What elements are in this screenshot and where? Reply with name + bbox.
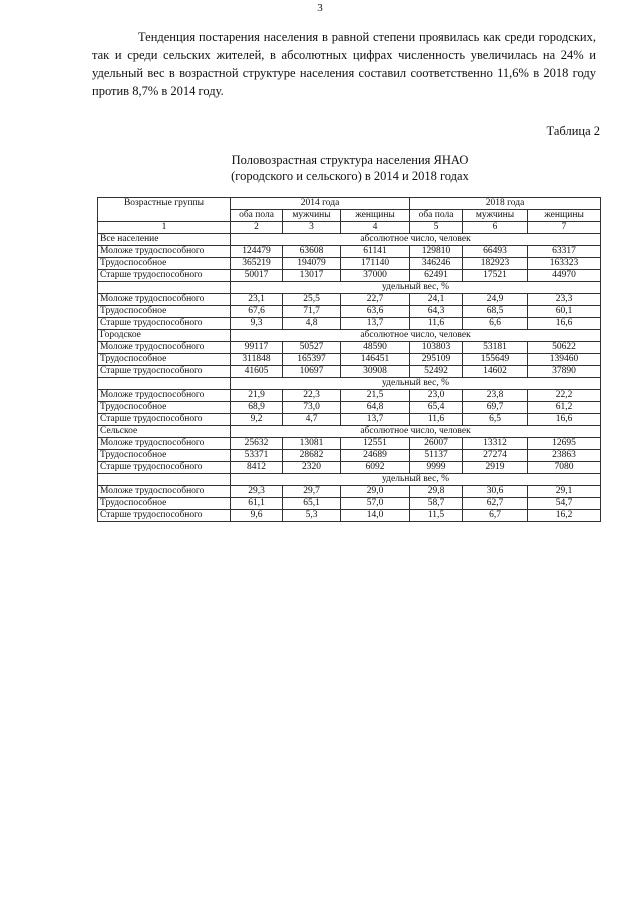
table-cell: 13017 xyxy=(283,270,341,282)
table-cell: 171140 xyxy=(341,258,410,270)
col-number: 6 xyxy=(463,222,528,234)
table-cell: 57,0 xyxy=(341,498,410,510)
row-label: Моложе трудоспособного xyxy=(98,294,231,306)
section-row xyxy=(98,426,601,438)
table-cell: 8412 xyxy=(231,462,283,474)
page-number: 3 xyxy=(317,2,323,14)
table-cell: 68,5 xyxy=(463,306,528,318)
table-cell: 22,2 xyxy=(528,390,601,402)
table-cell: 27274 xyxy=(463,450,528,462)
table-cell: 71,7 xyxy=(283,306,341,318)
table-title-line2: (городского и сельского) в 2014 и 2018 годах xyxy=(231,169,469,183)
table-cell: 6,7 xyxy=(463,510,528,522)
row-label: Моложе трудоспособного xyxy=(98,438,231,450)
table-cell: 13081 xyxy=(283,438,341,450)
table-cell: 6092 xyxy=(341,462,410,474)
table-cell: 67,6 xyxy=(231,306,283,318)
subheader-female: женщины xyxy=(341,210,410,222)
table-cell: 23,1 xyxy=(231,294,283,306)
table-cell: 182923 xyxy=(463,258,528,270)
table-cell: 64,3 xyxy=(410,306,463,318)
table-cell: 60,1 xyxy=(528,306,601,318)
table-cell: 63608 xyxy=(283,246,341,258)
table-cell: 64,8 xyxy=(341,402,410,414)
table-cell: 4,7 xyxy=(283,414,341,426)
table-row xyxy=(98,354,601,366)
table-row xyxy=(98,414,601,426)
table-row xyxy=(98,450,601,462)
col-number: 3 xyxy=(283,222,341,234)
header-year-2018: 2018 года xyxy=(410,198,601,210)
col-number: 1 xyxy=(98,222,231,234)
row-label: Старше трудоспособного xyxy=(98,414,231,426)
table-cell: 37890 xyxy=(528,366,601,378)
unit-label: абсолютное число, человек xyxy=(231,426,601,438)
row-label: Старше трудоспособного xyxy=(98,318,231,330)
table-cell: 68,9 xyxy=(231,402,283,414)
table-cell: 22,3 xyxy=(283,390,341,402)
table-row xyxy=(98,342,601,354)
table-cell: 61,2 xyxy=(528,402,601,414)
subheader-both: оба пола xyxy=(410,210,463,222)
table-row xyxy=(98,438,601,450)
table-cell: 11,5 xyxy=(410,510,463,522)
unit-label: абсолютное число, человек xyxy=(231,330,601,342)
table-title-line1: Половозрастная структура населения ЯНАО xyxy=(231,153,469,167)
section-row xyxy=(98,234,601,246)
table-cell: 99117 xyxy=(231,342,283,354)
table-cell: 30908 xyxy=(341,366,410,378)
section-name: Городское xyxy=(98,330,231,342)
table-cell: 103803 xyxy=(410,342,463,354)
row-label: Моложе трудоспособного xyxy=(98,486,231,498)
table-cell: 50527 xyxy=(283,342,341,354)
table-cell: 9,6 xyxy=(231,510,283,522)
table-cell: 129810 xyxy=(410,246,463,258)
population-table xyxy=(97,197,601,522)
table-cell: 13312 xyxy=(463,438,528,450)
table-cell: 58,7 xyxy=(410,498,463,510)
col-number: 4 xyxy=(341,222,410,234)
table-cell: 63,6 xyxy=(341,306,410,318)
table-cell: 23863 xyxy=(528,450,601,462)
table-cell: 65,1 xyxy=(283,498,341,510)
table-cell: 7080 xyxy=(528,462,601,474)
table-row xyxy=(98,510,601,522)
table-cell: 63317 xyxy=(528,246,601,258)
table-header-row xyxy=(98,198,601,210)
row-label: Старше трудоспособного xyxy=(98,270,231,282)
table-cell: 22,7 xyxy=(341,294,410,306)
table-cell: 311848 xyxy=(231,354,283,366)
table-cell: 4,8 xyxy=(283,318,341,330)
table-cell: 14,0 xyxy=(341,510,410,522)
subheader-male: мужчины xyxy=(463,210,528,222)
row-label: Старше трудоспособного xyxy=(98,462,231,474)
table-cell: 50622 xyxy=(528,342,601,354)
table-cell: 165397 xyxy=(283,354,341,366)
table-row xyxy=(98,390,601,402)
table-cell: 24,9 xyxy=(463,294,528,306)
header-year-2014: 2014 года xyxy=(231,198,410,210)
subheader-male: мужчины xyxy=(283,210,341,222)
table-cell: 11,6 xyxy=(410,414,463,426)
table-cell: 69,7 xyxy=(463,402,528,414)
unit-label: удельный вес, % xyxy=(231,474,601,486)
section-name: Все население xyxy=(98,234,231,246)
col-number: 7 xyxy=(528,222,601,234)
table-cell: 29,1 xyxy=(528,486,601,498)
table-cell: 346246 xyxy=(410,258,463,270)
col-number: 5 xyxy=(410,222,463,234)
unit-row xyxy=(98,474,601,486)
table-cell: 30,6 xyxy=(463,486,528,498)
table-cell: 44970 xyxy=(528,270,601,282)
table-cell: 12695 xyxy=(528,438,601,450)
row-label: Трудоспособное xyxy=(98,258,231,270)
table-row xyxy=(98,486,601,498)
row-label-empty xyxy=(98,282,231,294)
table-cell: 48590 xyxy=(341,342,410,354)
header-age-groups: Возрастные группы xyxy=(98,198,231,222)
table-cell: 61,1 xyxy=(231,498,283,510)
row-label: Трудоспособное xyxy=(98,498,231,510)
table-cell: 2320 xyxy=(283,462,341,474)
table-title xyxy=(0,152,640,184)
unit-label: удельный вес, % xyxy=(231,378,601,390)
unit-label: удельный вес, % xyxy=(231,282,601,294)
table-cell: 9999 xyxy=(410,462,463,474)
table-cell: 21,5 xyxy=(341,390,410,402)
table-cell: 62491 xyxy=(410,270,463,282)
table-cell: 13,7 xyxy=(341,318,410,330)
section-row xyxy=(98,330,601,342)
table-cell: 25632 xyxy=(231,438,283,450)
table-cell: 28682 xyxy=(283,450,341,462)
table-cell: 23,8 xyxy=(463,390,528,402)
table-cell: 25,5 xyxy=(283,294,341,306)
table-row xyxy=(98,306,601,318)
unit-row xyxy=(98,378,601,390)
table-label: Таблица 2 xyxy=(546,124,600,138)
table-body xyxy=(98,198,601,522)
row-label: Старше трудоспособного xyxy=(98,366,231,378)
table-row xyxy=(98,246,601,258)
table-cell: 26007 xyxy=(410,438,463,450)
table-cell: 53371 xyxy=(231,450,283,462)
table-cell: 37000 xyxy=(341,270,410,282)
row-label: Старше трудоспособного xyxy=(98,510,231,522)
table-cell: 9,3 xyxy=(231,318,283,330)
table-cell: 194079 xyxy=(283,258,341,270)
table-cell: 295109 xyxy=(410,354,463,366)
table-cell: 50017 xyxy=(231,270,283,282)
col-number: 2 xyxy=(231,222,283,234)
table-cell: 16,6 xyxy=(528,414,601,426)
table-cell: 16,2 xyxy=(528,510,601,522)
table-cell: 124479 xyxy=(231,246,283,258)
table-row xyxy=(98,462,601,474)
row-label: Моложе трудоспособного xyxy=(98,246,231,258)
table-row xyxy=(98,498,601,510)
table-cell: 29,3 xyxy=(231,486,283,498)
table-cell: 62,7 xyxy=(463,498,528,510)
row-label: Трудоспособное xyxy=(98,306,231,318)
table-cell: 29,7 xyxy=(283,486,341,498)
table-row xyxy=(98,258,601,270)
table-cell: 23,3 xyxy=(528,294,601,306)
row-label: Трудоспособное xyxy=(98,402,231,414)
table-cell: 73,0 xyxy=(283,402,341,414)
subheader-female: женщины xyxy=(528,210,601,222)
table-cell: 11,6 xyxy=(410,318,463,330)
table-cell: 14602 xyxy=(463,366,528,378)
table-cell: 146451 xyxy=(341,354,410,366)
table-cell: 10697 xyxy=(283,366,341,378)
table-row xyxy=(98,318,601,330)
row-label: Моложе трудоспособного xyxy=(98,342,231,354)
table-cell: 13,7 xyxy=(341,414,410,426)
table-cell: 29,0 xyxy=(341,486,410,498)
table-cell: 17521 xyxy=(463,270,528,282)
body-paragraph: Тенденция постарения населения в равной степени проявилась как среди городских, так и среди сельских жителей, в абсолютных цифрах численность увеличилась на 24% и удельный вес в возрастной структуре населения составил соответственно 11,6% в 2018 году против 8,7% в 2014 году. xyxy=(92,30,596,98)
table-cell: 52492 xyxy=(410,366,463,378)
table-cell: 5,3 xyxy=(283,510,341,522)
row-label-empty xyxy=(98,378,231,390)
table-row xyxy=(98,402,601,414)
table-cell: 66493 xyxy=(463,246,528,258)
table-cell: 6,5 xyxy=(463,414,528,426)
table-cell: 365219 xyxy=(231,258,283,270)
unit-label: абсолютное число, человек xyxy=(231,234,601,246)
table-cell: 24,1 xyxy=(410,294,463,306)
table-cell: 53181 xyxy=(463,342,528,354)
table-row xyxy=(98,294,601,306)
column-number-row xyxy=(98,222,601,234)
table-cell: 51137 xyxy=(410,450,463,462)
unit-row xyxy=(98,282,601,294)
table-cell: 139460 xyxy=(528,354,601,366)
table-cell: 41605 xyxy=(231,366,283,378)
table-cell: 2919 xyxy=(463,462,528,474)
row-label: Моложе трудоспособного xyxy=(98,390,231,402)
row-label-empty xyxy=(98,474,231,486)
table-cell: 155649 xyxy=(463,354,528,366)
table-row xyxy=(98,270,601,282)
table-cell: 163323 xyxy=(528,258,601,270)
table-cell: 54,7 xyxy=(528,498,601,510)
section-name: Сельское xyxy=(98,426,231,438)
subheader-both: оба пола xyxy=(231,210,283,222)
table-cell: 61141 xyxy=(341,246,410,258)
table-row xyxy=(98,366,601,378)
row-label: Трудоспособное xyxy=(98,450,231,462)
row-label: Трудоспособное xyxy=(98,354,231,366)
table-cell: 16,6 xyxy=(528,318,601,330)
table-cell: 21,9 xyxy=(231,390,283,402)
table-cell: 65,4 xyxy=(410,402,463,414)
table-cell: 12551 xyxy=(341,438,410,450)
table-cell: 23,0 xyxy=(410,390,463,402)
table-cell: 24689 xyxy=(341,450,410,462)
table-cell: 29,8 xyxy=(410,486,463,498)
table-cell: 9,2 xyxy=(231,414,283,426)
table-cell: 6,6 xyxy=(463,318,528,330)
